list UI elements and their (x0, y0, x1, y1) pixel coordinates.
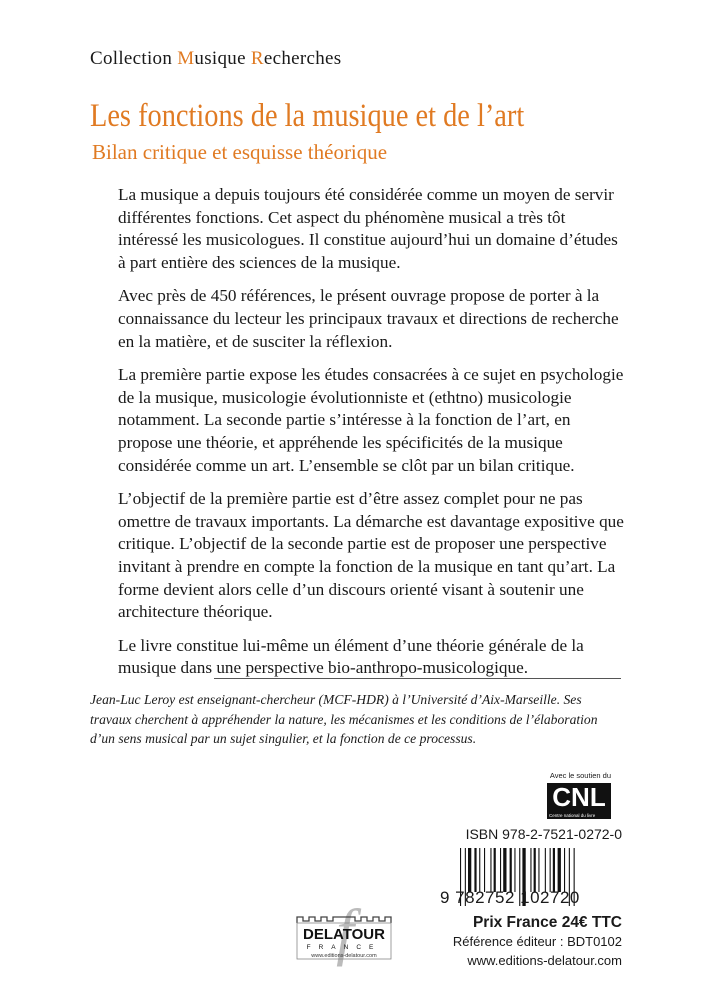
book-subtitle: Bilan critique et esquisse théorique (92, 140, 388, 164)
barcode-bar (510, 848, 512, 892)
barcode-bar (558, 848, 561, 892)
collection-text: usique (194, 48, 251, 69)
cnl-logo (527, 771, 611, 819)
barcode-bar (553, 848, 555, 892)
divider (214, 678, 621, 679)
logo-country: FRANCE (306, 944, 382, 951)
blurb-paragraph: La musique a depuis toujours été considérée comme un moyen de servir différentes fonctions. Cet aspect du phénomène musical a très tôt intéressé les musicologues. Il constitue aujourd’hui un domaine d’études à part entière des sciences de la musique. (118, 185, 618, 272)
svg-text:f: f (336, 905, 354, 967)
publisher-reference: Référence éditeur : BDT0102 (452, 934, 622, 949)
book-title: Les fonctions de la musique et de l’art (90, 98, 525, 134)
website: www.editions-delatour.com (467, 953, 622, 968)
barcode-bar (514, 848, 515, 892)
collection-initial-r: R (250, 48, 264, 69)
barcode-bar (545, 848, 546, 892)
cnl-logo-text: CNL (552, 782, 606, 812)
collection-text: echerches (263, 48, 342, 69)
barcode-bar (564, 848, 565, 892)
collection-name (90, 48, 341, 70)
blurb-paragraph: La première partie expose les études consacrées à ce sujet en psychologie de la musique, musicologie évolutionniste et (ethtno) musicologie notamment. La seconde partie s’intéresse à la fonction de l’art, en propose une théorie, et appréhende les spécificités de la musique considérée comme un art. L’ensemble se clôt par un bilan critique. (118, 365, 624, 475)
barcode-bar (468, 848, 471, 892)
logo-url: www.editions-delatour.com (311, 953, 377, 959)
collection-text: Collection (90, 48, 178, 69)
barcode-bar (474, 848, 476, 892)
cnl-mark (547, 783, 611, 819)
barcode-bar (503, 848, 506, 892)
cnl-caption: Avec le soutien du (549, 771, 611, 780)
barcode-bar (538, 848, 539, 892)
blurb-paragraph: Avec près de 450 références, le présent ouvrage propose de porter à la connaissance du lecteur les principaux travaux et directions de recherche en la matière, et de susciter la réflexion. (118, 286, 619, 351)
price: Prix France 24€ TTC (472, 914, 622, 931)
isbn: ISBN 978-2-7521-0272-0 (465, 826, 622, 842)
barcode-bar (530, 848, 531, 892)
barcode-bar (534, 848, 536, 892)
cnl-tagline: Centre national du livre (549, 813, 596, 818)
logo-name: DELATOUR (303, 926, 385, 943)
barcode-bar (494, 848, 496, 892)
barcode-bar (479, 848, 480, 892)
blurb-paragraph: L’objectif de la première partie est d’être assez complet pour ne pas omettre de travaux importants. La démarche est davantage expositive que critique. L’objectif de la seconde partie est de proposer une perspective invitant à prendre en compte la fonction de la musique en tant qu’art. La forme devient alors celle d’un discours orienté visant à soutenir une architecture théorique. (118, 489, 624, 622)
blurb-paragraph: Le livre constitue lui-même un élément d’une théorie générale de la musique dans une perspective bio-anthropo-musicologique. (118, 635, 584, 678)
barcode-bar (490, 848, 491, 892)
author-bio: Jean-Luc Leroy est enseignant-chercheur (MCF-HDR) à l’Université d’Aix-Marseille. Ses travaux cherchent à appréhender la nature, les mécanismes et les conditions de l’élaboration d’un sens musical par un sujet singulier, et la fonction de ce processus. (90, 692, 598, 746)
barcode-bar (484, 848, 485, 892)
barcode-bar (550, 848, 551, 892)
barcode-bar (500, 848, 501, 892)
collection-initial-m: M (177, 48, 195, 69)
barcode-number: 9 782752 102720 (440, 888, 580, 907)
blurb (118, 184, 626, 691)
